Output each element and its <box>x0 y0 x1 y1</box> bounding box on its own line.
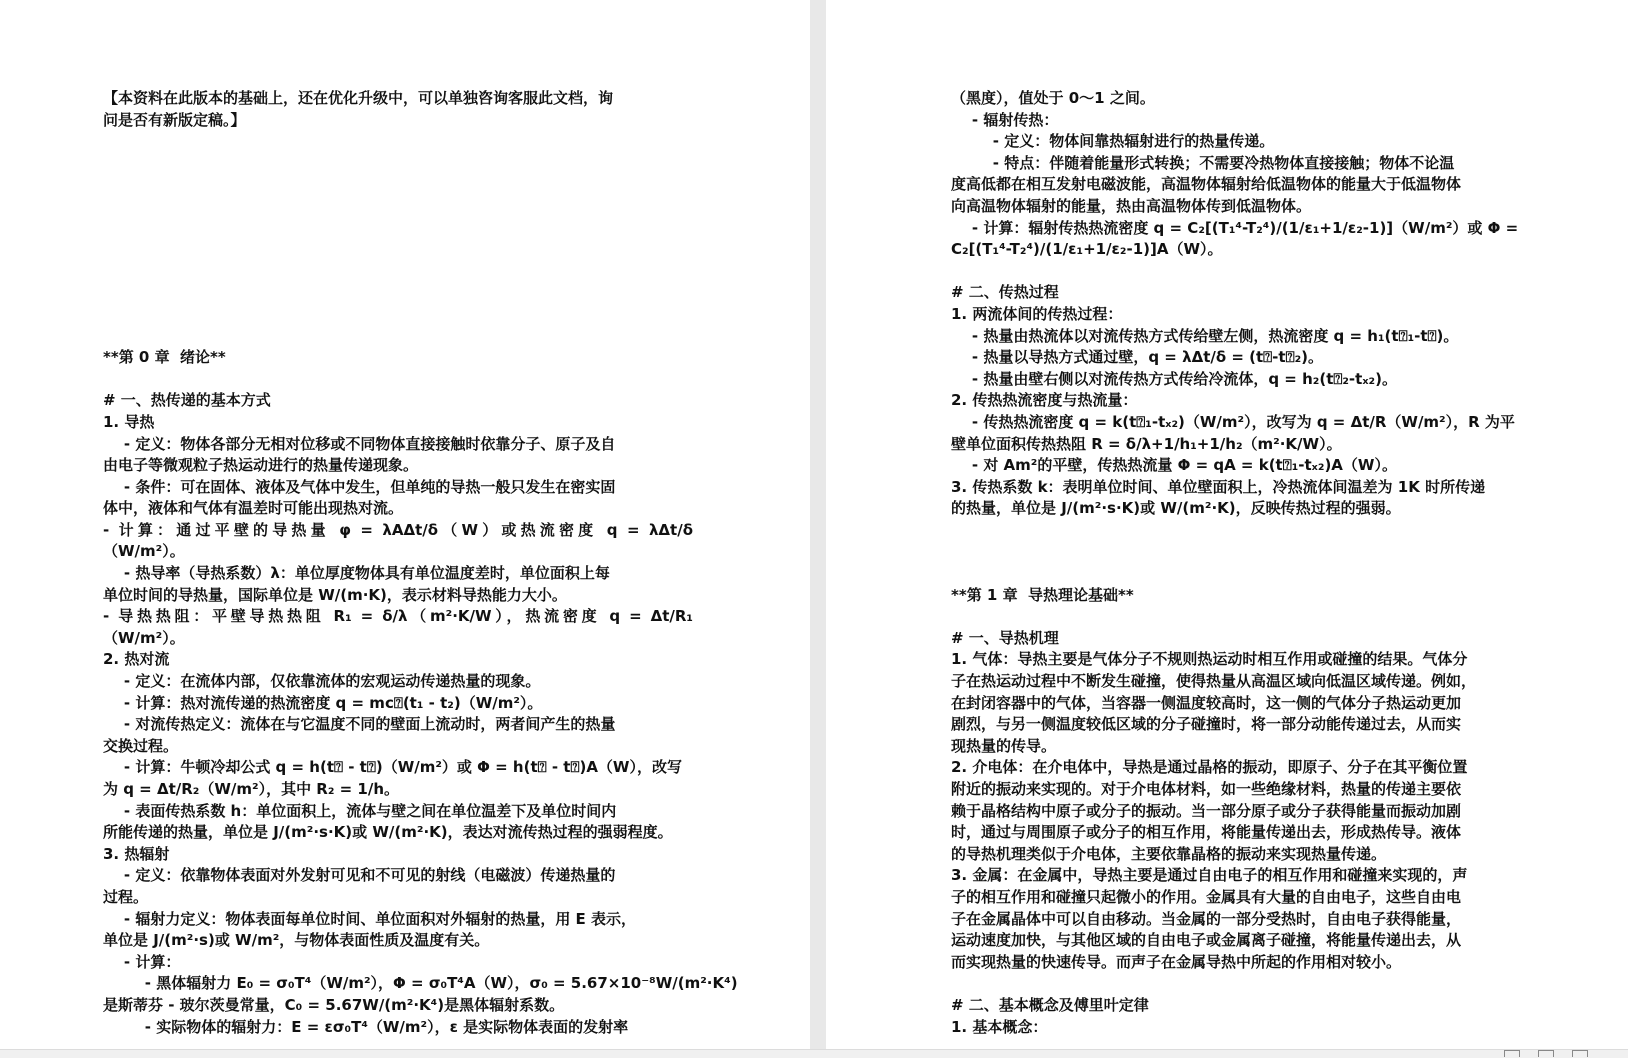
blank-line <box>103 261 693 283</box>
text-line: - 定义：依靠物体表面对外发射可见和不可见的射线（电磁波）传递热量的 <box>103 866 616 885</box>
text-line: # 一、导热机理 <box>951 628 1059 647</box>
text-line: 问是否有新版定稿。】 <box>103 110 246 129</box>
blank-line <box>103 153 693 175</box>
blank-line <box>103 196 693 218</box>
text-line: 子在热运动过程中不断发生碰撞，使得热量从高温区域向低温区域传递。例如， <box>951 672 1477 691</box>
text-line: 为 q = Δt/R₂（W/m²），其中 R₂ = 1/h。 <box>103 780 400 798</box>
blank-line <box>103 282 693 304</box>
text-line: 向高温物体辐射的能量，热由高温物体传到低温物体。 <box>951 196 1312 215</box>
text-line: # 一、热传递的基本方式 <box>103 391 271 410</box>
text-line: 由电子等微观粒子热运动进行的热量传递现象。 <box>103 456 419 475</box>
text-line: 3. 热辐射 <box>103 844 170 863</box>
text-line: 体中，液体和气体有温差时可能出现热对流。 <box>103 499 404 518</box>
text-line: 1. 气体：导热主要是气体分子不规则热运动时相互作用或碰撞的结果。气体分 <box>951 650 1468 669</box>
text-line: - 定义：物体各部分无相对位移或不同物体直接接触时依靠分子、原子及自 <box>103 434 616 453</box>
text-line: 是斯蒂芬 - 玻尔茨曼常量，C₀ = 5.67W/(m²·K⁴)是黑体辐射系数。 <box>103 995 565 1014</box>
blank-line <box>951 520 1541 542</box>
blank-line <box>951 563 1541 585</box>
text-line: 子在金属晶体中可以自由移动。当金属的一部分受热时，自由电子获得能量， <box>951 909 1462 928</box>
text-line: - 条件：可在固体、液体及气体中发生，但单纯的导热一般只发生在密实固 <box>103 477 616 496</box>
blank-line <box>951 541 1541 563</box>
text-line: - 特点：伴随着能量形式转换；不需要冷热物体直接接触；物体不论温 <box>951 153 1455 172</box>
text-line: C₂[(T₁⁴-T₂⁴)/(1/ε₁+1/ε₂-1)]A（W）。 <box>951 240 1223 259</box>
text-line: # 二、传热过程 <box>951 283 1059 302</box>
blank-line <box>103 369 693 391</box>
text-line: 1. 两流体间的传热过程： <box>951 304 1123 323</box>
text-line: （W/m²）。 <box>103 542 185 561</box>
text-line: 1. 基本概念： <box>951 1017 1048 1036</box>
text-line: - 定义：在流体内部，仅依靠流体的宏观运动传递热量的现象。 <box>103 672 541 691</box>
text-line: - 计算： <box>103 952 181 971</box>
text-line: 壁单位面积传热热阻 R = δ/λ+1/h₁+1/h₂（m²·K/W）。 <box>951 434 1342 453</box>
page-text-right <box>951 88 1541 1038</box>
text-line: - 计算：辐射传热热流密度 q = C₂[(T₁⁴-T₂⁴)/(1/ε₁+1/ε₂-1)]（W/m²）或 Φ = <box>951 218 1519 237</box>
text-line: - 对 Am²的平壁，传热热流量 Φ = qA = k(t⍰₁-tₓ₂)A（W）。 <box>951 456 1397 475</box>
document-page-left <box>0 0 810 1050</box>
blank-line <box>103 174 693 196</box>
text-line: 时，通过与周围原子或分子的相互作用，将能量传递出去，形成热传导。液体 <box>951 823 1462 842</box>
blank-line <box>103 304 693 326</box>
text-line: - 黑体辐射力 E₀ = σ₀T⁴（W/m²），Φ = σ₀T⁴A（W），σ₀ = 5.67×10⁻⁸W/(m²·K⁴) <box>103 974 738 993</box>
text-line: - 辐射力定义：物体表面每单位时间、单位面积对外辐射的热量，用 E 表示， <box>103 909 637 928</box>
text-line: 过程。 <box>103 887 149 906</box>
text-line: - 热量由壁右侧以对流传热方式传给冷流体，q = h₂(t⍰₂-tₓ₂)。 <box>951 369 1397 388</box>
text-line: 赖于晶格结构中原子或分子的振动。当一部分原子或分子获得能量而振动加剧 <box>951 801 1462 820</box>
page-gutter <box>810 0 826 1058</box>
text-line: # 二、基本概念及傅里叶定律 <box>951 995 1149 1014</box>
text-line: - 计算：牛顿冷却公式 q = h(t⍰ - t⍰)（W/m²）或 Φ = h(t⍰ - t⍰)A（W），改写 <box>103 758 682 777</box>
text-line: 2. 传热热流密度与热流量： <box>951 391 1138 410</box>
text-line: 剧烈，与另一侧温度较低区域的分子碰撞时，将一部分动能传递过去，从而实 <box>951 715 1462 734</box>
blank-line <box>103 218 693 240</box>
text-line: 3. 传热系数 k：表明单位时间、单位壁面积上，冷热流体间温差为 1K 时所传递 <box>951 477 1486 496</box>
text-line: 的导热机理类似于介电体，主要依靠晶格的振动来实现热量传递。 <box>951 844 1387 863</box>
blank-line <box>103 131 693 153</box>
text-line: - 导热热阻：平壁导热热阻 R₁ = δ/λ（m²·K/W），热流密度 q = Δt/R₁ <box>103 607 693 626</box>
blank-line <box>951 261 1541 283</box>
text-line: 现热量的传导。 <box>951 736 1057 755</box>
text-line: 度高低都在相互发射电磁波能，高温物体辐射给低温物体的能量大于低温物体 <box>951 175 1462 194</box>
text-line: 单位时间的导热量，国际单位是 W/(m·K)，表示材料导热能力大小。 <box>103 585 567 604</box>
text-line: 【本资料在此版本的基础上，还在优化升级中，可以单独咨询客服此文档，询 <box>103 89 614 107</box>
text-line: （W/m²）。 <box>103 628 185 647</box>
text-line: - 传热热流密度 q = k(t⍰₁-tₓ₂)（W/m²），改写为 q = Δt/R（W/m²），R 为平 <box>951 412 1515 431</box>
text-line: 附近的振动来实现的。对于介电体材料，如一些绝缘材料，热量的传递主要依 <box>951 780 1462 798</box>
text-line: **第 0 章 绪论** <box>103 348 226 367</box>
blank-line <box>951 606 1541 628</box>
blank-line <box>951 973 1541 995</box>
text-line: （黑度），值处于 0～1 之间。 <box>951 89 1155 107</box>
blank-line <box>103 326 693 348</box>
text-line: - 辐射传热： <box>951 110 1059 129</box>
text-line: **第 1 章 导热理论基础** <box>951 585 1134 604</box>
text-line: 的热量，单位是 J/(m²·s·K)或 W/(m²·K)，反映传热过程的强弱。 <box>951 499 1401 518</box>
text-line: - 定义：物体间靠热辐射进行的热量传递。 <box>951 132 1275 151</box>
text-line: - 计算：通过平壁的导热量 φ = λAΔt/δ（W）或热流密度 q = λΔt/δ <box>103 520 693 539</box>
text-line: - 热量由热流体以对流传热方式传给壁左侧，热流密度 q = h₁(t⍰₁-t⍰)。 <box>951 326 1459 345</box>
status-bar <box>0 1049 1628 1058</box>
text-line: 所能传递的热量，单位是 J/(m²·s·K)或 W/(m²·K)，表达对流传热过程的强弱程度。 <box>103 823 673 842</box>
text-line: - 实际物体的辐射力：E = εσ₀T⁴（W/m²），ε 是实际物体表面的发射率 <box>103 1017 629 1036</box>
text-line: 而实现热量的快速传导。而声子在金属导热中所起的作用相对较小。 <box>951 952 1402 971</box>
text-line: 单位是 J/(m²·s)或 W/m²，与物体表面性质及温度有关。 <box>103 931 490 950</box>
text-line: 运动速度加快，与其他区域的自由电子或金属离子碰撞，将能量传递出去，从 <box>951 931 1462 950</box>
text-line: 子的相互作用和碰撞只起微小的作用。金属具有大量的自由电子，这些自由电 <box>951 887 1462 906</box>
text-line: - 热量以导热方式通过壁，q = λΔt/δ = (t⍰-t⍰₂)。 <box>951 348 1324 367</box>
document-page-right <box>826 0 1628 1050</box>
blank-line <box>103 239 693 261</box>
text-line: - 计算：热对流传递的热流密度 q = mc⍰(t₁ - t₂)（W/m²）。 <box>103 693 543 712</box>
text-line: 2. 介电体：在介电体中，导热是通过晶格的振动，即原子、分子在其平衡位置 <box>951 758 1468 777</box>
zoom-icon[interactable] <box>1572 1050 1588 1057</box>
text-line: - 表面传热系数 h：单位面积上，流体与壁之间在单位温差下及单位时间内 <box>103 801 617 820</box>
text-line: 1. 导热 <box>103 412 155 431</box>
text-line: 3. 金属：在金属中，导热主要是通过自由电子的相互作用和碰撞来实现的，声 <box>951 866 1468 885</box>
view-mode-icon[interactable] <box>1504 1050 1520 1057</box>
page-text-left <box>103 88 738 1038</box>
layout-icon[interactable] <box>1538 1050 1554 1057</box>
text-line: 2. 热对流 <box>103 650 170 669</box>
text-line: - 对流传热定义：流体在与它温度不同的壁面上流动时，两者间产生的热量 <box>103 715 616 734</box>
text-line: - 热导率（导热系数）λ：单位厚度物体具有单位温度差时，单位面积上每 <box>103 564 610 583</box>
text-line: 在封闭容器中的气体，当容器一侧温度较高时，这一侧的气体分子热运动更加 <box>951 693 1462 712</box>
text-line: 交换过程。 <box>103 736 179 755</box>
